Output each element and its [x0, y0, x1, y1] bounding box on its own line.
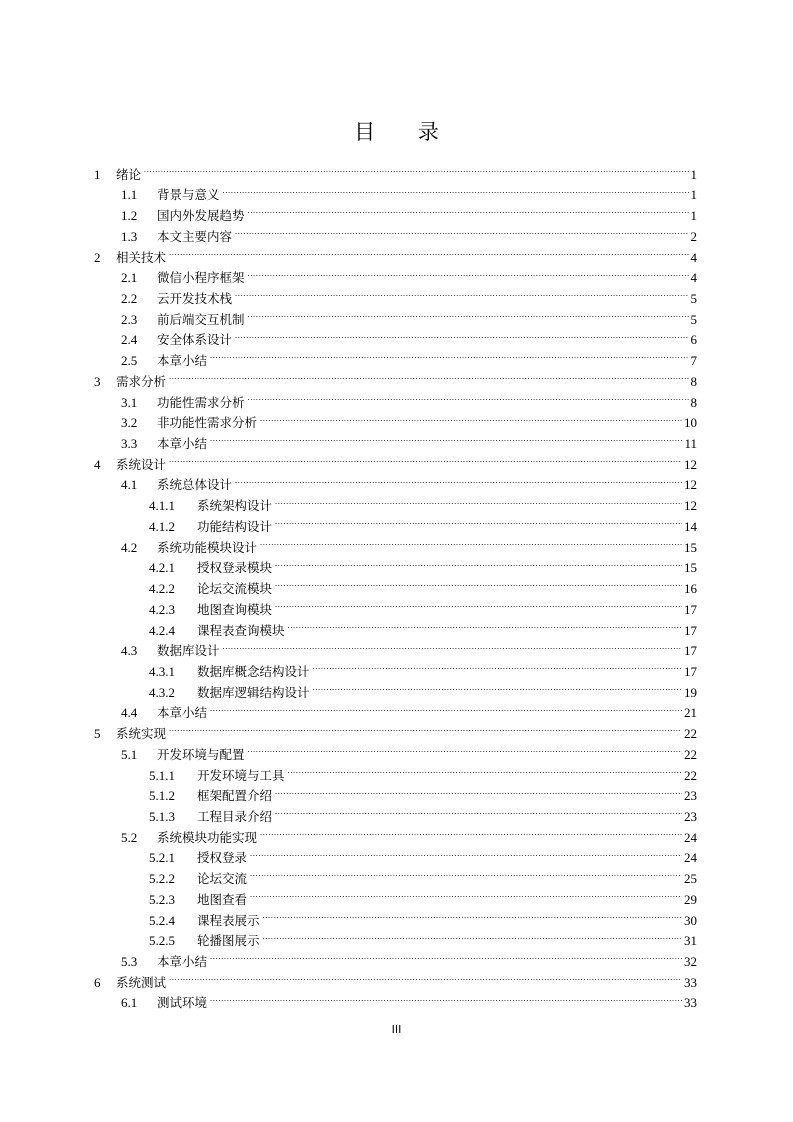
toc-dot-leader — [273, 552, 682, 573]
toc-entry-number: 4.2.2 — [149, 581, 175, 597]
toc-entry[interactable] — [149, 490, 697, 514]
toc-entry[interactable] — [121, 987, 697, 1011]
toc-entry[interactable] — [121, 635, 697, 659]
toc-entry[interactable] — [149, 510, 697, 534]
toc-dot-leader — [246, 738, 682, 759]
toc-entry-page: 22 — [684, 767, 697, 783]
toc-entry-number: 1.1 — [121, 187, 138, 203]
toc-entry-number: 4.4 — [121, 705, 138, 721]
toc-dot-leader — [258, 531, 682, 552]
toc-entry[interactable] — [149, 552, 697, 576]
toc-entry[interactable] — [121, 262, 697, 286]
toc-entry[interactable] — [121, 531, 697, 555]
toc-entry[interactable] — [121, 282, 697, 306]
toc-dot-leader — [233, 324, 688, 345]
toc-entry[interactable] — [149, 842, 697, 866]
toc-entry[interactable] — [121, 344, 697, 369]
toc-dot-leader — [221, 635, 682, 656]
toc-entry-title: 本章小结 — [157, 954, 208, 970]
toc-dot-leader — [273, 510, 682, 531]
toc-dot-leader — [221, 179, 689, 200]
toc-entry-number: 4.2 — [121, 539, 138, 555]
toc-dot-leader — [167, 365, 688, 386]
toc-dot-leader — [208, 344, 688, 365]
toc-entry-number: 1 — [94, 166, 101, 182]
toc-entry-title: 本文主要内容 — [157, 228, 233, 244]
toc-dot-leader — [167, 241, 688, 262]
toc-entry[interactable] — [149, 614, 697, 638]
toc-dot-leader — [167, 717, 682, 738]
toc-entry-page: 15 — [684, 539, 697, 555]
toc-entry[interactable] — [149, 862, 697, 887]
toc-entry-page: 33 — [684, 974, 697, 990]
toc-entry-page: 30 — [684, 912, 697, 928]
toc-entry-title: 本章小结 — [157, 705, 208, 721]
toc-entry-page: 1 — [690, 208, 697, 224]
toc-entry-number: 4.3 — [121, 643, 138, 659]
toc-entry-page: 15 — [684, 560, 697, 576]
toc-dot-leader — [248, 883, 682, 904]
toc-entry-page: 17 — [684, 601, 697, 617]
toc-entry[interactable] — [149, 676, 697, 700]
toc-entry-title: 课程表查询模块 — [197, 622, 285, 638]
toc-entry-number: 5.2.1 — [149, 850, 175, 866]
toc-dot-leader — [246, 303, 689, 324]
toc-entry-title: 微信小程序框架 — [157, 270, 245, 286]
toc-dot-leader — [208, 697, 682, 718]
toc-entry-title: 背景与意义 — [157, 187, 220, 203]
toc-entry-page: 24 — [684, 850, 697, 866]
toc-dot-leader — [248, 842, 682, 863]
toc-entry-page: 6 — [690, 332, 697, 348]
toc-entry-number: 5.2.3 — [149, 891, 175, 907]
toc-entry-title: 框架配置介绍 — [197, 788, 273, 804]
toc-dot-leader — [273, 572, 682, 593]
toc-entry-page: 2 — [690, 228, 697, 244]
toc-dot-leader — [233, 282, 688, 303]
toc-dot-leader — [248, 862, 682, 883]
toc-entry[interactable] — [149, 655, 697, 679]
toc-entry-number: 2.5 — [121, 353, 138, 369]
toc-entry-title: 系统设计 — [116, 456, 167, 472]
toc-entry-number: 6 — [94, 974, 101, 990]
toc-entry-number: 5.2.5 — [149, 933, 175, 949]
toc-entry[interactable] — [94, 966, 697, 990]
toc-entry-number: 3.1 — [121, 394, 138, 410]
toc-entry-title: 授权登录模块 — [197, 560, 273, 576]
toc-entry-number: 4 — [94, 456, 101, 472]
toc-dot-leader — [273, 800, 682, 821]
toc-entry-title: 地图查询模块 — [197, 601, 273, 617]
toc-entry-page: 31 — [684, 933, 697, 949]
toc-entry-page: 23 — [684, 788, 697, 804]
toc-dot-leader — [246, 199, 689, 220]
toc-entry-number: 5.2.2 — [149, 871, 175, 887]
toc-entry-page: 5 — [690, 311, 697, 327]
toc-dot-leader — [208, 987, 682, 1008]
toc-entry-title: 相关技术 — [116, 249, 167, 265]
toc-entry-number: 6.1 — [121, 995, 138, 1011]
toc-entry-page: 4 — [690, 270, 697, 286]
toc-entry-title: 系统测试 — [116, 974, 167, 990]
toc-entry-title: 数据库设计 — [157, 643, 220, 659]
toc-entry[interactable] — [121, 945, 697, 970]
toc-entry-page: 29 — [684, 891, 697, 907]
toc-entry[interactable] — [121, 324, 697, 348]
toc-entry-number: 4.2.3 — [149, 601, 175, 617]
toc-entry[interactable] — [94, 241, 697, 265]
toc-entry-title: 论坛交流模块 — [197, 581, 273, 597]
toc-dot-leader — [233, 469, 682, 490]
toc-dot-leader — [167, 966, 682, 987]
toc-entry-title: 系统功能模块设计 — [157, 539, 258, 555]
toc-entry[interactable] — [121, 427, 697, 452]
toc-entry-page: 25 — [684, 871, 697, 887]
toc-entry-title: 论坛交流 — [197, 871, 248, 887]
toc-entry-number: 5.1.3 — [149, 809, 175, 824]
toc-entry-title: 数据库概念结构设计 — [197, 663, 310, 679]
toc-dot-leader — [233, 220, 688, 241]
toc-entry-title: 开发环境与配置 — [157, 746, 245, 762]
toc-entry[interactable] — [149, 800, 697, 824]
toc-entry-number: 4.3.1 — [149, 663, 175, 679]
toc-entry-title: 系统总体设计 — [157, 477, 233, 493]
toc-dot-leader — [273, 780, 682, 801]
toc-entry-number: 4.2.4 — [149, 622, 175, 638]
toc-entry-number: 4.1.1 — [149, 498, 175, 514]
toc-dot-leader — [286, 759, 682, 780]
toc-entry[interactable] — [121, 199, 697, 224]
toc-entry-number: 4.1 — [121, 477, 138, 493]
toc-entry-page: 16 — [684, 581, 697, 597]
toc-entry-title: 非功能性需求分析 — [157, 415, 258, 431]
page-title: 目 录 — [354, 120, 457, 144]
toc-entry[interactable] — [94, 365, 697, 389]
toc-dot-leader — [208, 945, 682, 966]
toc-entry-number: 5 — [94, 726, 101, 742]
toc-entry-title: 功能结构设计 — [197, 518, 273, 534]
toc-entry-page: 4 — [690, 249, 697, 265]
toc-entry-page: 7 — [690, 353, 697, 369]
toc-entry-title: 前后端交互机制 — [157, 311, 245, 327]
toc-entry-title: 工程目录介绍 — [197, 809, 273, 824]
toc-entry-number: 2.4 — [121, 332, 138, 348]
toc-entry-page: 22 — [684, 726, 697, 742]
toc-dot-leader — [246, 262, 689, 283]
toc-entry-page: 12 — [684, 477, 697, 493]
toc-entry-number: 4.1.2 — [149, 518, 175, 534]
toc-entry-number: 5.1.2 — [149, 788, 175, 804]
toc-entry-title: 测试环境 — [157, 995, 208, 1011]
toc-entry-number: 1.3 — [121, 228, 138, 244]
toc-entry-number: 5.1.1 — [149, 767, 175, 783]
toc-entry-number: 2 — [94, 249, 101, 265]
toc-entry-title: 数据库逻辑结构设计 — [197, 684, 310, 700]
toc-entry[interactable] — [149, 780, 697, 804]
toc-entry-page: 5 — [690, 291, 697, 306]
toc-entry[interactable] — [94, 158, 697, 182]
toc-entry-title: 本章小结 — [157, 436, 208, 452]
toc-entry-number: 2.2 — [121, 291, 138, 306]
toc-entry-page: 8 — [690, 394, 697, 410]
toc-dot-leader — [261, 925, 682, 946]
toc-entry-page: 22 — [684, 746, 697, 762]
toc-entry-title: 轮播图展示 — [197, 933, 260, 949]
toc-entry-number: 5.2.4 — [149, 912, 175, 928]
toc-entry[interactable] — [149, 925, 697, 949]
toc-dot-leader — [167, 448, 682, 469]
toc-entry-title: 系统模块功能实现 — [157, 829, 258, 845]
toc-entry[interactable] — [149, 572, 697, 597]
toc-entry-number: 5.3 — [121, 954, 138, 970]
toc-entry[interactable] — [149, 883, 697, 907]
toc-entry-page: 17 — [684, 663, 697, 679]
toc-entry-page: 23 — [684, 809, 697, 824]
toc-entry-number: 3.2 — [121, 415, 138, 431]
toc-entry-page: 33 — [684, 995, 697, 1011]
toc-entry-page: 12 — [684, 456, 697, 472]
toc-entry-number: 1.2 — [121, 208, 138, 224]
toc-dot-leader — [208, 427, 682, 448]
toc-dot-leader — [142, 158, 688, 179]
toc-entry[interactable] — [121, 386, 697, 410]
toc-entry-page: 17 — [684, 643, 697, 659]
toc-dot-leader — [311, 655, 682, 676]
toc-entry-title: 绪论 — [116, 166, 142, 182]
toc-dot-leader — [273, 490, 682, 511]
toc-entry-page: 21 — [684, 705, 697, 721]
toc-entry[interactable] — [149, 593, 697, 617]
toc-entry-number: 2.1 — [121, 270, 138, 286]
toc-entry-title: 开发环境与工具 — [197, 767, 285, 783]
toc-entry-title: 云开发技术栈 — [157, 291, 233, 306]
toc-dot-leader — [246, 386, 689, 407]
toc-entry-page: 24 — [684, 829, 697, 845]
toc-entry-page: 17 — [684, 622, 697, 638]
toc-entry[interactable] — [121, 179, 697, 203]
toc-entry[interactable] — [121, 738, 697, 762]
toc-entry[interactable] — [121, 303, 697, 327]
toc-entry-number: 3 — [94, 373, 101, 389]
toc-entry-title: 安全体系设计 — [157, 332, 233, 348]
toc-entry-page: 11 — [684, 436, 697, 452]
toc-entry-page: 19 — [684, 684, 697, 700]
page-number-footer: III — [391, 1023, 402, 1036]
toc-entry[interactable] — [94, 717, 697, 742]
toc-dot-leader — [286, 614, 682, 635]
toc-entry-title: 系统架构设计 — [197, 498, 273, 514]
toc-entry[interactable] — [121, 407, 697, 431]
toc-entry-title: 功能性需求分析 — [157, 394, 245, 410]
toc-entry[interactable] — [121, 697, 697, 721]
toc-entry-page: 8 — [690, 373, 697, 389]
toc-entry-page: 10 — [684, 415, 697, 431]
toc-dot-leader — [258, 821, 682, 842]
toc-dot-leader — [311, 676, 682, 697]
toc-entry-number: 5.2 — [121, 829, 138, 845]
toc-entry[interactable] — [121, 469, 697, 493]
toc-entry-page: 1 — [690, 187, 697, 203]
toc-dot-leader — [258, 407, 682, 428]
toc-entry-number: 5.1 — [121, 746, 138, 762]
toc-entry-page: 12 — [684, 498, 697, 514]
toc-entry[interactable] — [149, 904, 697, 928]
toc-entry-page: 32 — [684, 954, 697, 970]
toc-entry-title: 授权登录 — [197, 850, 248, 866]
toc-entry-title: 地图查看 — [197, 891, 248, 907]
toc-entry-number: 4.2.1 — [149, 560, 175, 576]
toc-entry[interactable] — [121, 821, 697, 845]
toc-entry[interactable] — [149, 759, 697, 783]
toc-entry-title: 本章小结 — [157, 353, 208, 369]
toc-entry-page: 1 — [690, 166, 697, 182]
toc-entry-number: 3.3 — [121, 436, 138, 452]
toc-dot-leader — [273, 593, 682, 614]
toc-dot-leader — [261, 904, 682, 925]
toc-entry-title: 课程表展示 — [197, 912, 260, 928]
toc-entry-title: 系统实现 — [116, 726, 167, 742]
toc-entry-number: 2.3 — [121, 311, 138, 327]
toc-entry-title: 需求分析 — [116, 373, 167, 389]
toc-entry-title: 国内外发展趋势 — [157, 208, 245, 224]
toc-entry[interactable] — [121, 220, 697, 244]
toc-entry-page: 14 — [684, 518, 697, 534]
toc-entry-number: 4.3.2 — [149, 684, 175, 700]
toc-entry[interactable] — [94, 448, 697, 472]
